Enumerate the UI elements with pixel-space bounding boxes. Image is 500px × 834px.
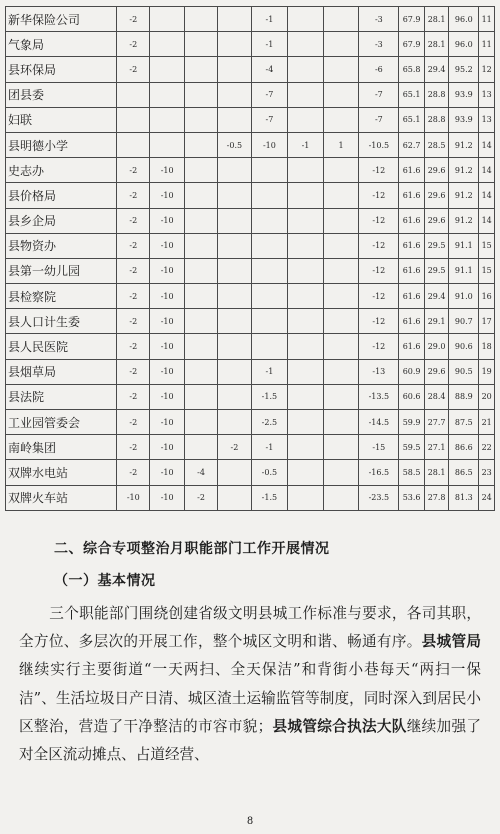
score-cell: -10	[150, 208, 184, 233]
department-name-cell: 南岭集团	[6, 435, 117, 460]
table-row	[6, 485, 495, 510]
score-cell	[288, 359, 324, 384]
score-cell: 27.7	[424, 410, 448, 435]
score-cell	[150, 82, 184, 107]
score-cell	[218, 485, 251, 510]
score-cell: 93.9	[449, 107, 479, 132]
score-cell: 61.6	[399, 284, 425, 309]
score-cell	[251, 258, 288, 283]
score-cell	[184, 57, 217, 82]
score-cell	[288, 258, 324, 283]
score-cell: -10	[150, 485, 184, 510]
score-cell: 53.6	[399, 485, 425, 510]
score-cell	[184, 359, 217, 384]
page-number: 8	[246, 816, 254, 827]
score-cell: 28.4	[424, 384, 448, 409]
table-row	[6, 208, 495, 233]
score-cell	[218, 410, 251, 435]
score-cell: 12	[479, 57, 495, 82]
table-row	[6, 258, 495, 283]
score-cell	[218, 158, 251, 183]
department-name-cell: 双牌水电站	[6, 460, 117, 485]
score-cell: 96.0	[449, 7, 479, 32]
score-cell: -12	[359, 183, 399, 208]
score-cell	[184, 158, 217, 183]
score-cell: -2.5	[251, 410, 288, 435]
score-cell: -2	[117, 57, 150, 82]
score-cell	[288, 309, 324, 334]
score-cell	[323, 32, 359, 57]
score-cell: 24	[479, 485, 495, 510]
score-cell: -10	[150, 183, 184, 208]
score-cell: -23.5	[359, 485, 399, 510]
score-cell: -4	[184, 460, 217, 485]
score-cell: -2	[117, 309, 150, 334]
score-cell: -10.5	[359, 132, 399, 157]
score-cell	[184, 410, 217, 435]
score-cell: -12	[359, 158, 399, 183]
score-cell: -2	[117, 334, 150, 359]
score-cell: -2	[117, 460, 150, 485]
score-cell: -2	[117, 158, 150, 183]
score-cell	[218, 183, 251, 208]
score-cell	[323, 284, 359, 309]
score-cell: 15	[479, 258, 495, 283]
score-cell: 29.6	[424, 158, 448, 183]
table-row	[6, 460, 495, 485]
department-name-cell: 团县委	[6, 82, 117, 107]
score-cell: -10	[150, 435, 184, 460]
score-cell: -2	[117, 32, 150, 57]
score-cell	[150, 107, 184, 132]
paragraph-text-2: 继续实行主要街道“一天两扫、全天保洁”和背街小巷每天“两扫一保洁”、生活垃圾日产日清、城区渣土运输监管等制度，同时深入到居民小区整治，营造了干净整洁的市容市貌；	[19, 661, 481, 735]
score-cell	[323, 158, 359, 183]
score-cell: 14	[479, 208, 495, 233]
score-cell: -1	[288, 132, 324, 157]
score-cell: 61.6	[399, 183, 425, 208]
score-cell: -2	[218, 435, 251, 460]
department-name-cell: 县物资办	[6, 233, 117, 258]
department-name-cell: 县人口计生委	[6, 309, 117, 334]
score-cell	[218, 384, 251, 409]
score-cell	[288, 158, 324, 183]
score-cell: 59.5	[399, 435, 425, 460]
paragraph-text-3: 继续加强了对全区流动摊点、占道经营、	[19, 717, 481, 764]
department-name-cell: 双牌火车站	[6, 485, 117, 510]
table-row	[6, 233, 495, 258]
score-cell	[288, 410, 324, 435]
score-cell: -13	[359, 359, 399, 384]
score-cell: -12	[359, 233, 399, 258]
score-cell: 29.6	[424, 359, 448, 384]
score-cell: 29.5	[424, 233, 448, 258]
score-cell: -10	[251, 132, 288, 157]
score-cell	[323, 410, 359, 435]
score-cell	[184, 82, 217, 107]
score-cell: -7	[251, 107, 288, 132]
score-cell: 67.9	[399, 7, 425, 32]
score-cell: -0.5	[218, 132, 251, 157]
score-cell	[251, 334, 288, 359]
score-cell: -2	[117, 233, 150, 258]
score-cell	[117, 132, 150, 157]
score-cell: 86.6	[449, 435, 479, 460]
score-cell	[251, 158, 288, 183]
score-cell: 28.1	[424, 7, 448, 32]
score-cell: -12	[359, 309, 399, 334]
score-cell: -2	[117, 7, 150, 32]
score-cell	[323, 435, 359, 460]
score-cell: 91.2	[449, 208, 479, 233]
score-cell	[218, 284, 251, 309]
score-cell	[288, 384, 324, 409]
score-cell	[218, 309, 251, 334]
department-name-cell: 工业园管委会	[6, 410, 117, 435]
score-cell	[218, 258, 251, 283]
score-cell	[218, 32, 251, 57]
score-cell: -10	[150, 384, 184, 409]
score-cell: 91.2	[449, 183, 479, 208]
department-name-cell: 县人民医院	[6, 334, 117, 359]
score-cell: -10	[150, 309, 184, 334]
score-cell: 29.0	[424, 334, 448, 359]
department-name-cell: 县环保局	[6, 57, 117, 82]
dept-name-urban-management: 县城管局	[421, 633, 481, 651]
score-cell: 61.6	[399, 309, 425, 334]
score-cell	[288, 183, 324, 208]
score-cell	[218, 460, 251, 485]
department-name-cell: 气象局	[6, 32, 117, 57]
score-cell: 13	[479, 82, 495, 107]
score-cell	[184, 208, 217, 233]
score-cell: 60.6	[399, 384, 425, 409]
score-cell: 13	[479, 107, 495, 132]
score-cell: 93.9	[449, 82, 479, 107]
score-cell: 14	[479, 132, 495, 157]
score-cell	[323, 359, 359, 384]
score-cell: 58.5	[399, 460, 425, 485]
score-cell: -12	[359, 284, 399, 309]
score-cell	[323, 485, 359, 510]
body-paragraph	[19, 600, 481, 769]
score-cell: 81.3	[449, 485, 479, 510]
score-cell: 61.6	[399, 334, 425, 359]
score-cell: 11	[479, 32, 495, 57]
score-cell: 28.1	[424, 32, 448, 57]
score-cell: 87.5	[449, 410, 479, 435]
score-cell: -10	[150, 258, 184, 283]
score-cell: -13.5	[359, 384, 399, 409]
score-cell	[288, 334, 324, 359]
score-cell	[218, 359, 251, 384]
score-cell	[184, 183, 217, 208]
score-cell	[184, 309, 217, 334]
score-cell: 29.4	[424, 284, 448, 309]
score-cell: 90.7	[449, 309, 479, 334]
score-cell: -2	[117, 183, 150, 208]
score-cell: 91.2	[449, 132, 479, 157]
table-row	[6, 32, 495, 57]
department-name-cell: 县第一幼儿园	[6, 258, 117, 283]
score-cell	[184, 258, 217, 283]
score-cell: 91.1	[449, 233, 479, 258]
score-cell: -12	[359, 208, 399, 233]
score-cell	[218, 233, 251, 258]
score-cell: -10	[150, 284, 184, 309]
score-cell: 65.1	[399, 82, 425, 107]
table-row	[6, 158, 495, 183]
score-cell: -14.5	[359, 410, 399, 435]
score-cell	[218, 208, 251, 233]
score-table-body	[6, 7, 495, 511]
paragraph-text-1: 三个职能部门围绕创建省级文明县城工作标准与要求，各司其职，全方位、多层次的开展工作，整个城区文明和谐、畅通有序。	[19, 605, 481, 651]
score-cell: 28.8	[424, 82, 448, 107]
score-cell	[288, 284, 324, 309]
score-cell: 16	[479, 284, 495, 309]
score-cell: -1.5	[251, 485, 288, 510]
score-cell: 27.8	[424, 485, 448, 510]
score-cell: 28.1	[424, 460, 448, 485]
score-cell: -2	[184, 485, 217, 510]
score-cell: 29.4	[424, 57, 448, 82]
score-cell: -10	[150, 233, 184, 258]
table-row	[6, 334, 495, 359]
score-cell: 14	[479, 183, 495, 208]
score-cell: -1	[251, 32, 288, 57]
score-cell: 19	[479, 359, 495, 384]
table-row	[6, 107, 495, 132]
score-cell	[251, 233, 288, 258]
score-cell: 91.1	[449, 258, 479, 283]
score-cell: -7	[251, 82, 288, 107]
score-cell	[288, 485, 324, 510]
score-cell: -10	[150, 158, 184, 183]
score-cell: -2	[117, 258, 150, 283]
score-cell	[323, 208, 359, 233]
score-cell: -2	[117, 359, 150, 384]
score-cell	[251, 208, 288, 233]
score-cell: 1	[323, 132, 359, 157]
score-cell: 95.2	[449, 57, 479, 82]
score-cell: -12	[359, 258, 399, 283]
score-cell: 62.7	[399, 132, 425, 157]
table-row	[6, 435, 495, 460]
score-cell	[150, 57, 184, 82]
department-name-cell: 县乡企局	[6, 208, 117, 233]
score-cell: -2	[117, 208, 150, 233]
score-cell: 21	[479, 410, 495, 435]
department-name-cell: 县检察院	[6, 284, 117, 309]
score-cell	[150, 7, 184, 32]
department-name-cell: 县价格局	[6, 183, 117, 208]
table-row	[6, 284, 495, 309]
score-cell: 61.6	[399, 258, 425, 283]
score-cell	[251, 284, 288, 309]
score-cell	[323, 233, 359, 258]
score-cell	[323, 258, 359, 283]
score-cell	[150, 32, 184, 57]
score-cell	[288, 233, 324, 258]
score-cell: -2	[117, 384, 150, 409]
score-cell: 65.8	[399, 57, 425, 82]
score-cell: -10	[150, 334, 184, 359]
score-cell	[323, 7, 359, 32]
score-cell	[323, 309, 359, 334]
score-cell: -10	[150, 460, 184, 485]
table-row	[6, 359, 495, 384]
score-cell	[218, 57, 251, 82]
score-cell	[117, 107, 150, 132]
score-cell: 18	[479, 334, 495, 359]
score-cell	[288, 82, 324, 107]
score-cell: 90.6	[449, 334, 479, 359]
score-cell: -0.5	[251, 460, 288, 485]
score-cell: -7	[359, 82, 399, 107]
score-cell	[323, 82, 359, 107]
score-cell: 23	[479, 460, 495, 485]
section-heading: 二、综合专项整治月职能部门工作开展情况	[54, 541, 330, 557]
score-cell: 61.6	[399, 158, 425, 183]
table-row	[6, 384, 495, 409]
department-name-cell: 县烟草局	[6, 359, 117, 384]
score-cell: -1	[251, 435, 288, 460]
score-cell	[288, 32, 324, 57]
score-cell: -10	[150, 359, 184, 384]
score-cell: 27.1	[424, 435, 448, 460]
table-row	[6, 309, 495, 334]
table-row	[6, 410, 495, 435]
score-cell: 22	[479, 435, 495, 460]
dept-name-enforcement-brigade: 县城管综合执法大队	[272, 717, 407, 735]
subsection-heading: （一）基本情况	[54, 573, 156, 589]
score-cell: -10	[117, 485, 150, 510]
score-cell	[323, 183, 359, 208]
score-cell	[323, 384, 359, 409]
score-cell: -1	[251, 7, 288, 32]
score-cell: -15	[359, 435, 399, 460]
score-cell: 20	[479, 384, 495, 409]
score-cell	[323, 57, 359, 82]
score-cell	[288, 57, 324, 82]
score-cell	[184, 107, 217, 132]
score-cell	[184, 284, 217, 309]
score-cell	[184, 384, 217, 409]
score-cell: 61.6	[399, 208, 425, 233]
score-cell: 91.2	[449, 158, 479, 183]
score-cell	[323, 460, 359, 485]
table-row	[6, 132, 495, 157]
score-cell: 67.9	[399, 32, 425, 57]
score-table	[5, 6, 495, 511]
score-cell: -2	[117, 435, 150, 460]
table-row	[6, 82, 495, 107]
score-cell	[251, 183, 288, 208]
score-cell: 15	[479, 233, 495, 258]
score-cell: 90.5	[449, 359, 479, 384]
score-cell: 59.9	[399, 410, 425, 435]
score-cell: 29.1	[424, 309, 448, 334]
department-name-cell: 县法院	[6, 384, 117, 409]
department-name-cell: 史志办	[6, 158, 117, 183]
department-name-cell: 妇联	[6, 107, 117, 132]
score-cell: 29.5	[424, 258, 448, 283]
score-cell: -1	[251, 359, 288, 384]
score-cell: -10	[150, 410, 184, 435]
score-cell	[251, 309, 288, 334]
score-cell	[218, 82, 251, 107]
score-cell: -2	[117, 284, 150, 309]
score-cell	[323, 334, 359, 359]
score-cell	[184, 435, 217, 460]
score-cell: 29.6	[424, 183, 448, 208]
table-row	[6, 7, 495, 32]
table-row	[6, 57, 495, 82]
score-cell: -4	[251, 57, 288, 82]
score-cell: -16.5	[359, 460, 399, 485]
score-cell	[323, 107, 359, 132]
score-cell	[218, 107, 251, 132]
score-cell: 65.1	[399, 107, 425, 132]
score-cell: -7	[359, 107, 399, 132]
score-cell: 29.6	[424, 208, 448, 233]
score-cell: 14	[479, 158, 495, 183]
score-cell: -3	[359, 7, 399, 32]
score-cell: -6	[359, 57, 399, 82]
score-cell: 86.5	[449, 460, 479, 485]
score-cell	[218, 7, 251, 32]
score-cell: 88.9	[449, 384, 479, 409]
score-cell	[184, 334, 217, 359]
score-cell: -3	[359, 32, 399, 57]
department-name-cell: 新华保险公司	[6, 7, 117, 32]
score-cell: -2	[117, 410, 150, 435]
score-cell: 28.8	[424, 107, 448, 132]
score-cell	[288, 7, 324, 32]
department-name-cell: 县明德小学	[6, 132, 117, 157]
score-cell: -12	[359, 334, 399, 359]
score-cell	[184, 132, 217, 157]
score-cell	[288, 208, 324, 233]
score-cell	[218, 334, 251, 359]
score-cell: 17	[479, 309, 495, 334]
score-cell: 61.6	[399, 233, 425, 258]
score-cell: 91.0	[449, 284, 479, 309]
score-cell	[117, 82, 150, 107]
score-cell: 96.0	[449, 32, 479, 57]
score-cell	[184, 233, 217, 258]
score-cell	[288, 107, 324, 132]
score-cell	[288, 460, 324, 485]
score-cell	[150, 132, 184, 157]
score-cell: 28.5	[424, 132, 448, 157]
score-cell: 60.9	[399, 359, 425, 384]
score-cell	[288, 435, 324, 460]
score-cell	[184, 32, 217, 57]
score-cell: 11	[479, 7, 495, 32]
score-cell: -1.5	[251, 384, 288, 409]
table-row	[6, 183, 495, 208]
score-cell	[184, 7, 217, 32]
